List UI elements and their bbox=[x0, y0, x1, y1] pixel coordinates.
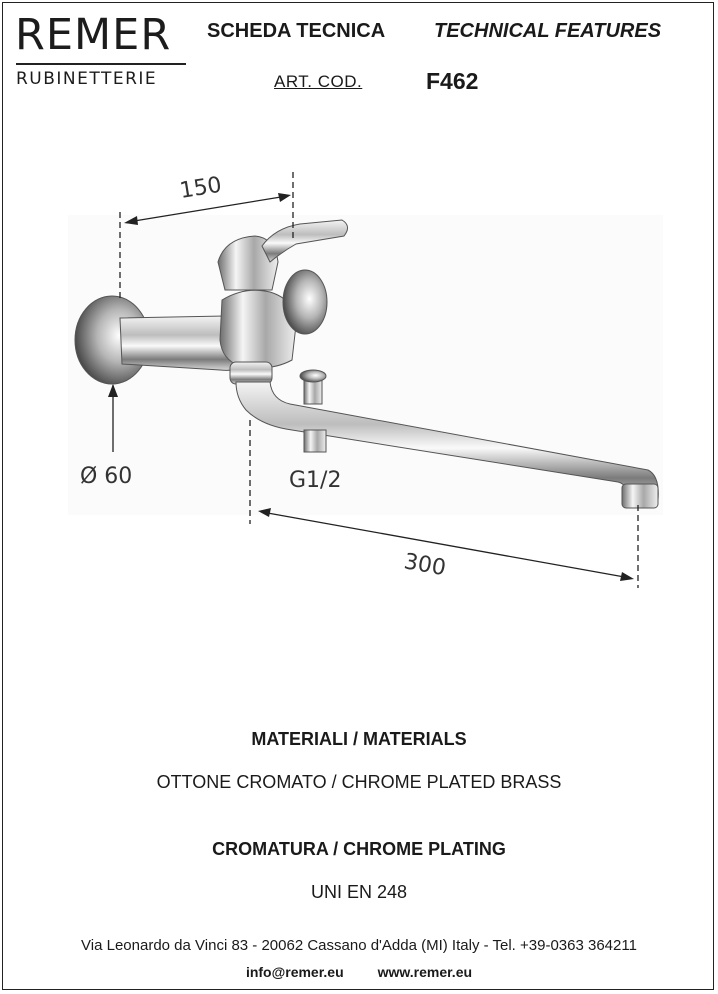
dim-300-arrow-right bbox=[620, 572, 634, 581]
dim-150-arrow-right bbox=[278, 193, 291, 202]
materials-value: OTTONE CROMATO / CHROME PLATED BRASS bbox=[156, 772, 562, 792]
footer-contacts bbox=[0, 965, 718, 979]
brand-subtitle: RUBINETTERIE bbox=[16, 69, 158, 89]
right-knob bbox=[283, 270, 327, 334]
footer-address: Via Leonardo da Vinci 83 - 20062 Cassano d'Adda (MI) Italy - Tel. +39-0363 364211 bbox=[81, 937, 637, 954]
dim-150-label: 150 bbox=[178, 172, 224, 204]
plating-title: CROMATURA / CHROME PLATING bbox=[212, 839, 506, 859]
title-english: TECHNICAL FEATURES bbox=[434, 20, 662, 42]
hose-connector bbox=[304, 430, 326, 452]
dim-thread-label: G1/2 bbox=[289, 468, 342, 493]
brand-logo: REMER bbox=[15, 10, 172, 60]
dim-300-label: 300 bbox=[401, 549, 448, 582]
diverter-knob bbox=[300, 370, 326, 382]
article-code: F462 bbox=[426, 68, 479, 94]
dim-diameter-label: Ø 60 bbox=[80, 464, 133, 489]
title-italian: SCHEDA TECNICA bbox=[207, 20, 386, 42]
materials-title: MATERIALI / MATERIALS bbox=[251, 729, 467, 749]
footer-website[interactable]: www.remer.eu bbox=[377, 964, 473, 980]
plating-value: UNI EN 248 bbox=[310, 882, 408, 902]
spout-tip bbox=[622, 484, 658, 508]
footer-email[interactable]: info@remer.eu bbox=[245, 964, 344, 980]
diverter-ring bbox=[230, 362, 272, 384]
article-label: ART. COD. bbox=[274, 72, 363, 91]
dim-300-line bbox=[262, 512, 630, 578]
